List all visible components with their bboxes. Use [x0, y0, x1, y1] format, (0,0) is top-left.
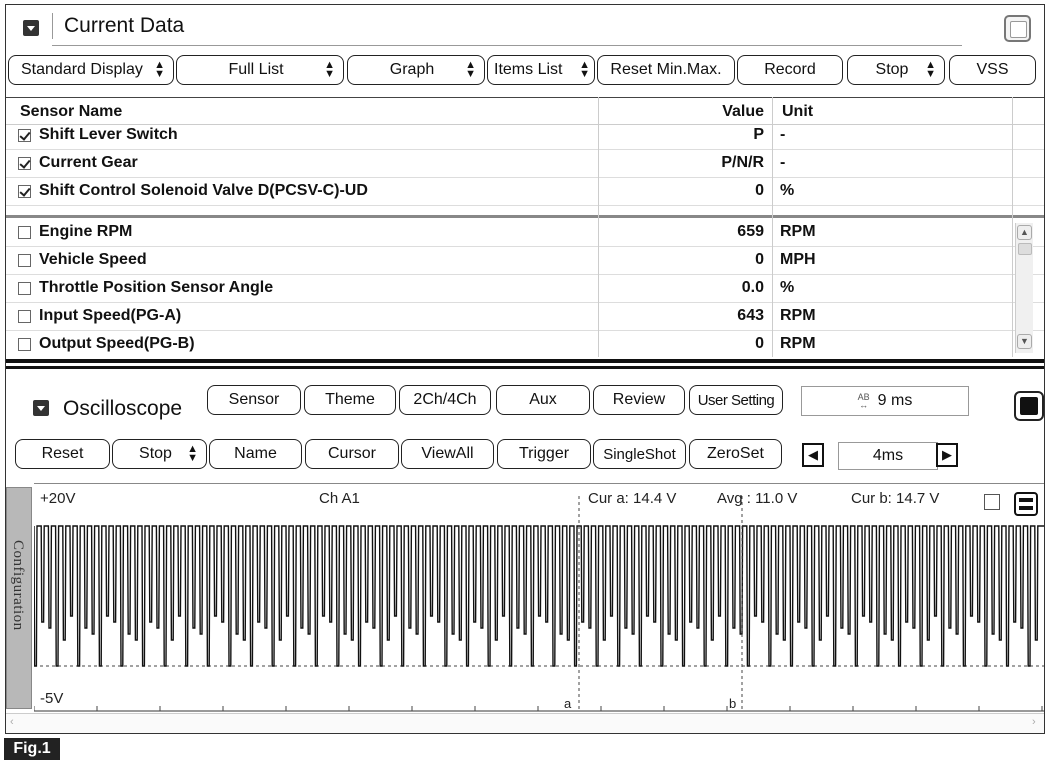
sensor-value: 0 — [755, 182, 764, 199]
collapse-icon[interactable] — [23, 20, 39, 36]
scope-checkbox[interactable] — [984, 494, 1000, 510]
waveform-trace — [34, 526, 1044, 666]
time-readout-value: 9 ms — [877, 392, 913, 409]
sensor-value: 0.0 — [741, 279, 764, 296]
value-column-header[interactable]: Value — [722, 103, 764, 120]
figure-label: Fig.1 — [4, 738, 60, 760]
theme-button[interactable]: Theme — [304, 385, 396, 415]
collapse-icon[interactable] — [33, 400, 49, 416]
spinner-icon: ▲ ▼ — [324, 59, 335, 80]
horizontal-scrollbar[interactable] — [6, 713, 1044, 733]
sensor-unit: % — [780, 182, 795, 199]
interval-increase-icon[interactable]: ▶ — [936, 443, 958, 467]
stop-label: Stop — [875, 61, 909, 78]
cursor-b-marker[interactable]: b — [729, 696, 737, 711]
scope-menu-icon[interactable] — [1014, 492, 1038, 516]
column-divider — [1012, 97, 1013, 357]
title-separator — [52, 13, 53, 39]
sensor-checkbox[interactable] — [18, 226, 31, 239]
maximize-icon[interactable] — [1004, 15, 1031, 42]
scroll-up-icon[interactable]: ▲ — [1017, 225, 1032, 240]
spinner-icon: ▲ ▼ — [925, 59, 936, 80]
sensor-row[interactable] — [6, 247, 1044, 275]
cursor-delta-label: AB — [857, 392, 870, 402]
sensor-checkbox[interactable] — [18, 282, 31, 295]
sensor-value: 0 — [755, 251, 764, 268]
current-data-header — [6, 5, 1044, 49]
sensor-name: Vehicle Speed — [39, 251, 147, 268]
cursor-delta-icon: AB ↔ — [857, 392, 870, 410]
sensor-name: Throttle Position Sensor Angle — [39, 279, 274, 296]
sensor-value: P — [753, 126, 764, 143]
vss-button[interactable]: VSS — [949, 55, 1036, 85]
cursor-a-marker[interactable]: a — [564, 696, 572, 711]
view-mode-label: Graph — [389, 61, 435, 78]
pinned-sensor-row[interactable] — [6, 178, 1044, 206]
channel-mode-button[interactable]: 2Ch/4Ch — [399, 385, 491, 415]
items-list-select[interactable] — [487, 55, 595, 85]
x-axis-ticks — [34, 706, 1042, 711]
sensor-unit: RPM — [780, 335, 816, 352]
cursor-a-readout: Cur a: 14.4 V — [588, 490, 677, 507]
current-data-title: Current Data — [64, 14, 185, 37]
sensor-name: Shift Lever Switch — [39, 126, 178, 143]
sensor-unit: % — [780, 279, 795, 296]
sensor-row[interactable] — [6, 303, 1044, 331]
sensor-name: Output Speed(PG-B) — [39, 335, 195, 352]
single-shot-button[interactable]: SingleShot — [593, 439, 686, 469]
scroll-down-icon[interactable]: ▼ — [1017, 334, 1032, 349]
scroll-left-icon[interactable]: ‹ — [10, 716, 14, 728]
sensor-checkbox[interactable] — [18, 185, 31, 198]
y-min-label: -5V — [40, 690, 64, 707]
name-button[interactable]: Name — [209, 439, 302, 469]
display-mode-label: Standard Display — [21, 61, 143, 78]
column-divider — [772, 97, 773, 357]
cursor-button[interactable]: Cursor — [305, 439, 399, 469]
pinned-sensor-row[interactable] — [6, 122, 1044, 150]
review-button[interactable]: Review — [593, 385, 685, 415]
scope-stop-label: Stop — [139, 445, 172, 462]
sensor-unit: RPM — [780, 307, 816, 324]
panel-divider — [6, 359, 1044, 363]
channel-label: Ch A1 — [319, 490, 360, 507]
spinner-icon: ▲ ▼ — [579, 59, 590, 80]
column-divider — [598, 97, 599, 357]
spinner-icon: ▲ ▼ — [154, 59, 165, 80]
unit-column-header[interactable]: Unit — [782, 103, 814, 120]
panel-divider — [6, 366, 1044, 369]
sensor-name: Current Gear — [39, 154, 138, 171]
sensor-checkbox[interactable] — [18, 157, 31, 170]
sensor-value: 0 — [755, 335, 764, 352]
waveform-plot — [34, 484, 1044, 714]
time-readout — [801, 386, 969, 416]
list-mode-label: Full List — [228, 61, 284, 78]
sensor-value: P/N/R — [721, 154, 764, 171]
reset-min-max-button[interactable]: Reset Min.Max. — [597, 55, 735, 85]
sensor-name-column-header[interactable]: Sensor Name — [20, 103, 123, 120]
trigger-button[interactable]: Trigger — [497, 439, 591, 469]
configuration-tab[interactable] — [6, 487, 32, 709]
sensor-name: Engine RPM — [39, 223, 133, 240]
user-setting-button[interactable]: User Setting — [689, 385, 783, 415]
sensor-name: Shift Control Solenoid Valve D(PCSV-C)-UD — [39, 182, 368, 199]
oscilloscope-title: Oscilloscope — [63, 397, 183, 420]
record-button[interactable]: Record — [737, 55, 843, 85]
sensor-table-header — [6, 97, 1044, 125]
sensor-unit: - — [780, 126, 786, 143]
interval-decrease-icon[interactable]: ◀ — [802, 443, 824, 467]
view-all-button[interactable]: ViewAll — [401, 439, 494, 469]
sensor-row[interactable] — [6, 219, 1044, 247]
stop-select[interactable] — [847, 55, 945, 85]
sensor-value: 643 — [737, 307, 764, 324]
sensor-checkbox[interactable] — [18, 310, 31, 323]
sensor-unit: RPM — [780, 223, 816, 240]
time-interval-field[interactable]: 4ms — [838, 442, 938, 470]
sensor-checkbox[interactable] — [18, 129, 31, 142]
stop-record-icon[interactable] — [1014, 391, 1044, 421]
sensor-name: Input Speed(PG-A) — [39, 307, 182, 324]
zero-set-button[interactable]: ZeroSet — [689, 439, 782, 469]
items-list-label: Items List — [494, 61, 563, 78]
sensor-row[interactable] — [6, 331, 1044, 359]
spinner-icon: ▲ ▼ — [465, 59, 476, 80]
sensor-checkbox[interactable] — [18, 338, 31, 351]
title-underline — [52, 45, 962, 46]
view-mode-select[interactable] — [347, 55, 485, 85]
scroll-right-icon[interactable]: › — [1032, 716, 1036, 728]
scope-display[interactable] — [34, 483, 1044, 713]
scan-tool-window — [5, 4, 1045, 734]
scope-stop-select[interactable] — [112, 439, 207, 469]
cursor-b-readout: Cur b: 14.7 V — [851, 490, 940, 507]
sensor-button[interactable]: Sensor — [207, 385, 301, 415]
spinner-icon: ▲ ▼ — [187, 443, 198, 464]
list-mode-select[interactable] — [176, 55, 344, 85]
sensor-row[interactable] — [6, 275, 1044, 303]
average-readout: Avg : 11.0 V — [717, 490, 798, 507]
scroll-thumb[interactable] — [1018, 243, 1032, 255]
aux-button[interactable]: Aux — [496, 385, 590, 415]
sensor-unit: MPH — [780, 251, 816, 268]
display-mode-select[interactable] — [8, 55, 174, 85]
pinned-divider — [6, 215, 1044, 218]
sensor-unit: - — [780, 154, 786, 171]
reset-button[interactable]: Reset — [15, 439, 110, 469]
y-max-label: +20V — [40, 490, 76, 507]
configuration-tab-label: Configuration — [10, 540, 26, 631]
pinned-sensor-row[interactable] — [6, 150, 1044, 178]
sensor-list-scrollbar[interactable] — [1015, 223, 1033, 353]
sensor-checkbox[interactable] — [18, 254, 31, 267]
sensor-value: 659 — [737, 223, 764, 240]
